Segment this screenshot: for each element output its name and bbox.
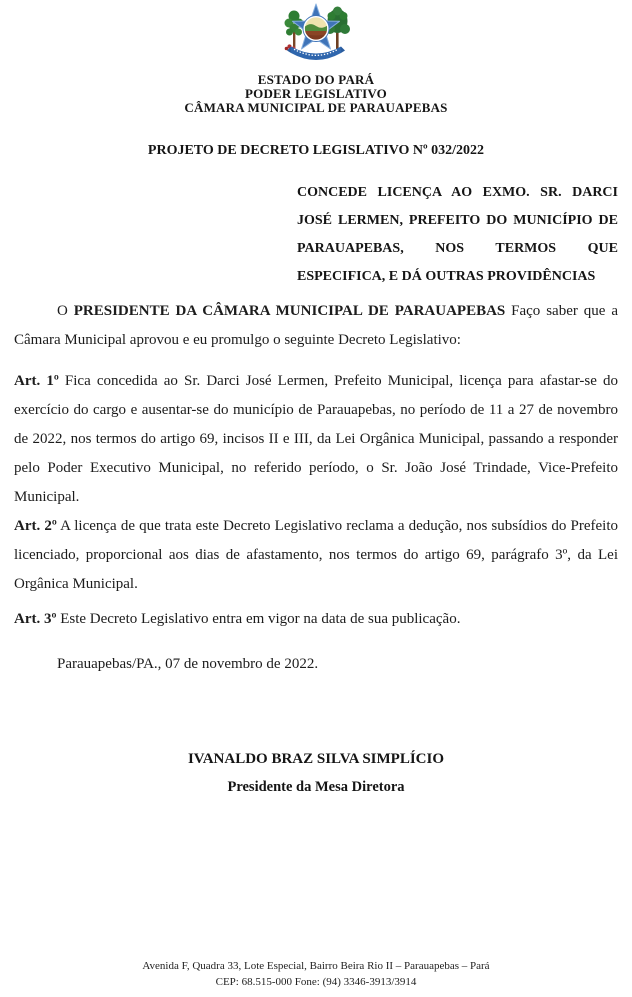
article-2-text: A licença de que trata este Decreto Legislativo reclama a dedução, nos subsídios do Prefeito licenciado, proporcional aos dias de afastamento, nos termos do artigo 69, parágrafo 3º, da Lei Orgânica Municipal. — [14, 518, 619, 592]
signature-block — [0, 750, 632, 797]
org-line-chamber: CÂMARA MUNICIPAL DE PARAUAPEBAS — [184, 100, 448, 115]
article-3-text: Este Decreto Legislativo entra em vigor na data de sua publicação. — [56, 611, 461, 627]
footer-line-address: Avenida F, Quadra 33, Lote Especial, Bairro Beira Rio II – Parauapebas – Pará — [142, 960, 490, 972]
article-3 — [14, 605, 618, 634]
article-1-text: Fica concedida ao Sr. Darci José Lermen, Prefeito Municipal, licença para afastar-se do exercício do cargo e ausentar-se do município de Parauapebas, no período de 11 a 27 de novembro de 2022, nos termos do artigo 69, incisos II e III, da Lei Orgânica Municipal, passando a responder pelo Poder Executivo Municipal, no referido período, o Sr. João José Trindade, Vice-Prefeito Municipal. — [14, 373, 619, 505]
org-line-state: ESTADO DO PARÁ — [257, 72, 375, 87]
signatory-role: Presidente da Mesa Diretora — [227, 779, 405, 795]
article-2 — [14, 512, 618, 599]
signatory-name: IVANALDO BRAZ SILVA SIMPLÍCIO — [187, 751, 445, 767]
org-header — [0, 73, 632, 115]
preamble-lead: O — [57, 303, 74, 319]
dateline: Parauapebas/PA., 07 de novembro de 2022. — [57, 656, 319, 672]
ementa-summary: CONCEDE LICENÇA AO EXMO. SR. DARCI JOSÉ LERMEN, PREFEITO DO MUNICÍPIO DE PARAUAPEBAS, NOS TERMOS QUE ESPECIFICA, E DÁ OUTRAS PROVIDÊNCIAS — [297, 185, 618, 284]
preamble-subject: PRESIDENTE DA CÂMARA MUNICIPAL DE PARAUAPEBAS — [73, 303, 506, 319]
preamble-rest: Faço saber que a Câmara Municipal aprovou e eu promulgo o seguinte Decreto Legislativo: — [14, 303, 618, 348]
article-2-label: Art. 2º — [14, 518, 57, 534]
left-tree-icon — [285, 11, 304, 52]
article-1-label: Art. 1º — [14, 373, 59, 389]
footer-address — [0, 958, 632, 990]
parauapebas-emblem-icon — [280, 3, 352, 61]
article-3-label: Art. 3º — [14, 611, 57, 627]
coat-of-arms — [0, 0, 632, 66]
org-line-branch: PODER LEGISLATIVO — [245, 86, 387, 101]
footer-line-contact: CEP: 68.515-000 Fone: (94) 3346-3913/3914 — [215, 976, 417, 988]
document-title: PROJETO DE DECRETO LEGISLATIVO Nº 032/2022 — [147, 143, 485, 158]
article-1 — [14, 367, 618, 512]
preamble-paragraph — [14, 297, 618, 355]
